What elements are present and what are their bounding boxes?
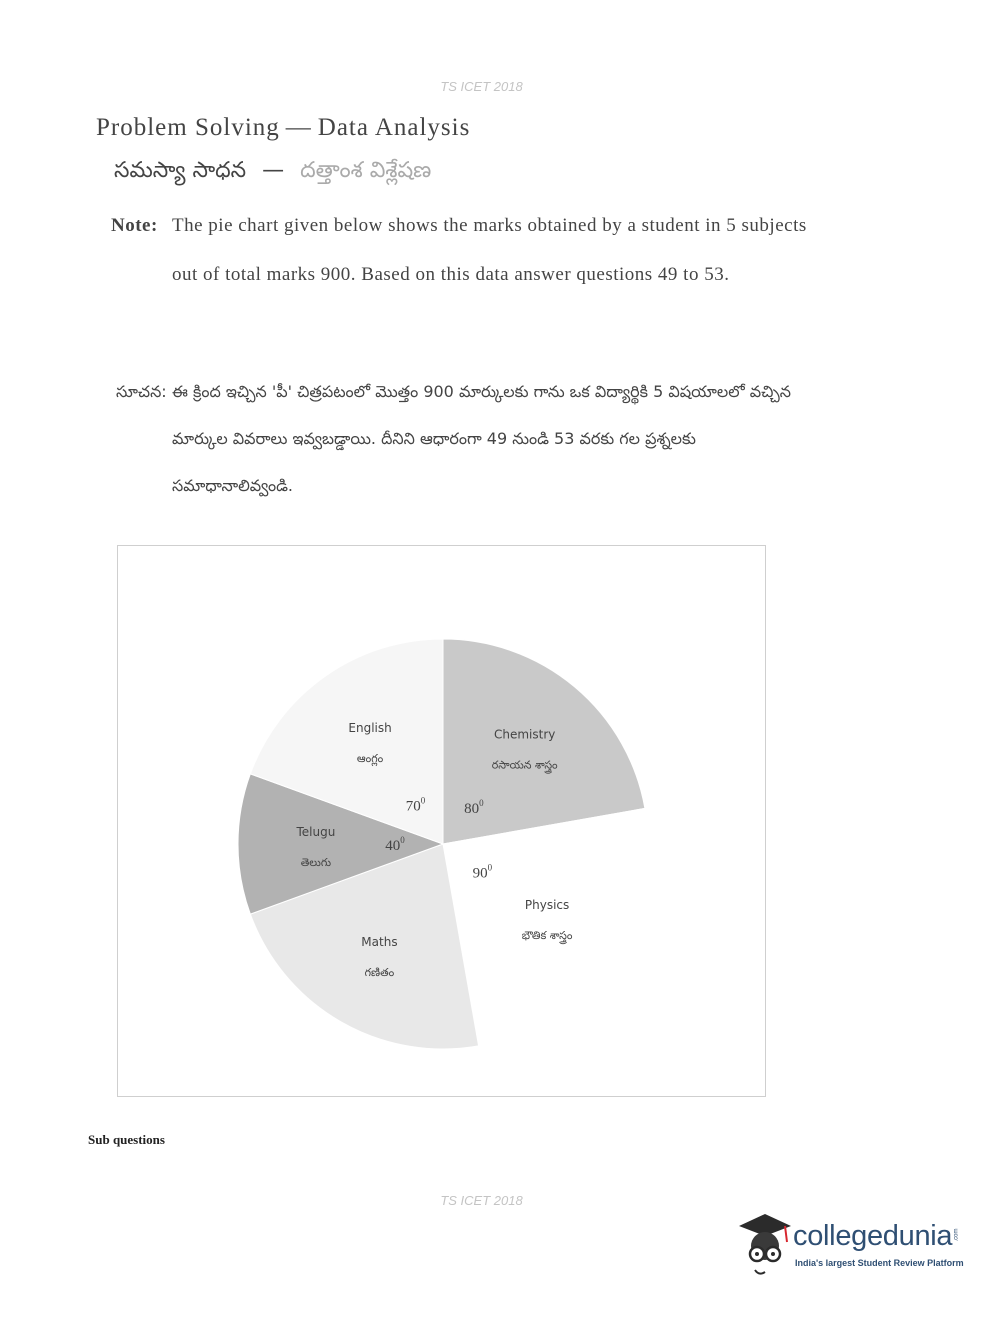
page-title — [96, 114, 470, 142]
note-telugu-paragraph — [116, 368, 821, 509]
title-dash: — — [285, 114, 312, 141]
title-telugu-part2: దత్తాంశ విశ్లేషణ — [300, 158, 432, 183]
logo-name: collegedunia — [793, 1220, 953, 1252]
footer-watermark: TS ICET 2018 — [440, 1193, 523, 1208]
pie-label-english: English — [348, 720, 392, 735]
pie-chart — [118, 546, 767, 1098]
title-telugu-dash: — — [262, 158, 285, 183]
title-english-part1: Problem Solving — [96, 114, 280, 141]
pie-label-te-english: ఆంగ్లం — [356, 751, 384, 765]
pie-label-chemistry: Chemistry — [494, 727, 556, 742]
note-label: Note: — [111, 215, 158, 236]
pie-label-te-chemistry: రసాయన శాస్త్రం — [491, 758, 558, 772]
title-telugu-part1: సమస్యా సాధన — [114, 158, 247, 183]
pie-angle-chemistry: $80^0$ — [464, 798, 484, 818]
note-text: The pie chart given below shows the marks obtained by a student in 5 subjects out of total marks 900. Based on this data answer questions 49 to 53. — [172, 215, 807, 285]
header-watermark: TS ICET 2018 — [440, 79, 523, 94]
note-telugu-text: ఈ క్రింద ఇచ్చిన 'పీ' చిత్రపటంలో మొత్తం 900 మార్కులకు గాను ఒక విద్యార్థికి 5 విషయాలలో వచ్చిన మార్కుల వివరాలు ఇవ్వబడ్డాయి. దీనిని ఆధారంగా 49 నుండి 53 వరకు గల ప్రశ్నలకు సమాధానాలివ్వండి. — [172, 382, 792, 495]
note-telugu-label: సూచన: — [116, 382, 167, 401]
logo-tagline: India's largest Student Review Platform — [795, 1258, 964, 1268]
pie-slice-physics — [443, 808, 648, 1045]
pie-label-te-maths: గణితం — [364, 966, 395, 980]
pie-angle-physics: $90^0$ — [472, 862, 493, 882]
sub-questions-label: Sub questions — [88, 1132, 165, 1147]
logo-suffix: .com — [953, 1228, 960, 1242]
pie-label-telugu: Telugu — [296, 825, 336, 839]
page-title-telugu — [114, 158, 431, 188]
pie-chart-frame — [117, 545, 766, 1097]
title-english-part2: Data Analysis — [317, 114, 471, 141]
pie-label-maths: Maths — [361, 935, 398, 950]
pie-angle-telugu: $40^0$ — [385, 835, 405, 854]
note-paragraph — [111, 201, 821, 299]
pie-label-physics: Physics — [524, 897, 570, 912]
collegedunia-logo — [735, 1212, 963, 1278]
pie-angle-english: $70^0$ — [405, 795, 426, 815]
pie-label-te-physics: భౌతిక శాస్త్రం — [521, 928, 573, 942]
mascot-icon — [735, 1212, 795, 1278]
pie-label-te-telugu: తెలుగు — [300, 856, 332, 869]
